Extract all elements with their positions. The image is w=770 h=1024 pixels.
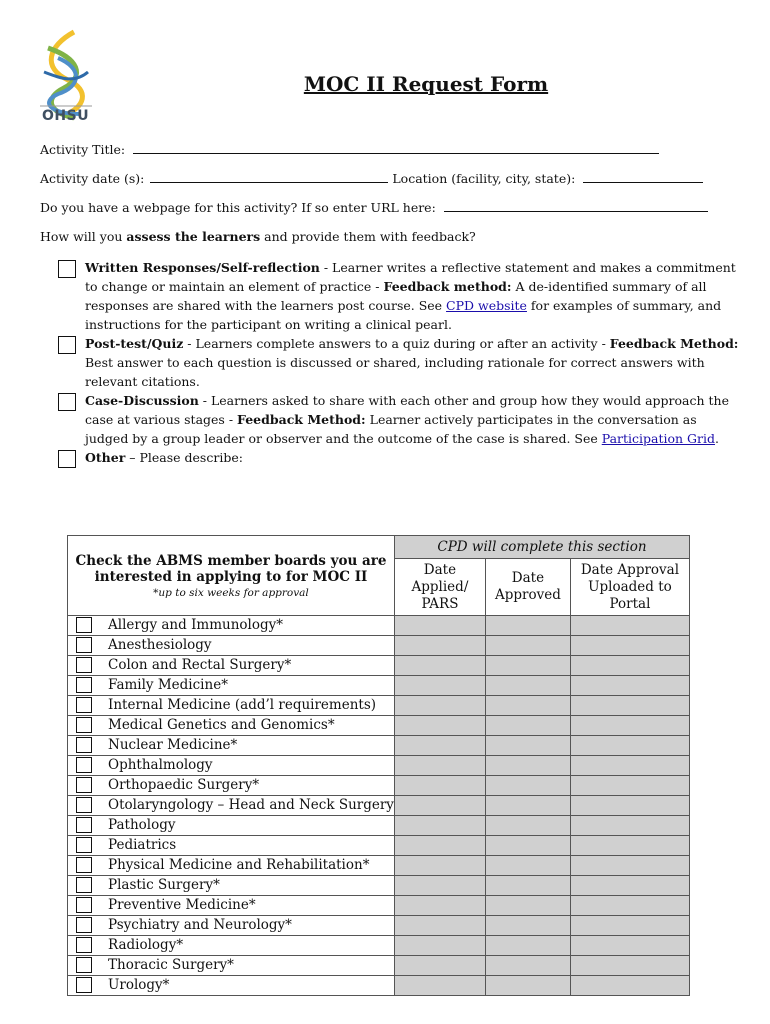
board-label: Urology*	[108, 977, 170, 993]
board-row	[68, 736, 690, 756]
board-checkbox[interactable]	[76, 897, 92, 913]
activity-date-field[interactable]	[150, 171, 388, 183]
board-name-cell	[68, 716, 395, 736]
date-uploaded-cell	[570, 676, 689, 696]
activity-date-label: Activity date (s):	[40, 171, 145, 186]
participation-grid-link[interactable]: Participation Grid	[601, 431, 716, 446]
date-applied-cell	[394, 976, 485, 996]
board-name-cell	[68, 656, 395, 676]
date-approved-cell	[485, 856, 570, 876]
board-name-cell	[68, 816, 395, 836]
date-approved-cell	[485, 656, 570, 676]
date-uploaded-cell	[570, 836, 689, 856]
date-applied-cell	[394, 736, 485, 756]
board-name-cell	[68, 696, 395, 716]
webpage-field[interactable]	[444, 200, 708, 212]
board-row	[68, 696, 690, 716]
location-label: Location (facility, city, state):	[392, 171, 576, 186]
board-checkbox[interactable]	[76, 917, 92, 933]
date-approved-cell	[485, 736, 570, 756]
board-checkbox[interactable]	[76, 977, 92, 993]
board-name-cell	[68, 636, 395, 656]
date-uploaded-cell	[570, 856, 689, 876]
date-uploaded-cell	[570, 756, 689, 776]
board-checkbox[interactable]	[76, 757, 92, 773]
board-row	[68, 676, 690, 696]
board-label: Thoracic Surgery*	[108, 957, 234, 973]
activity-date-row	[40, 171, 703, 186]
board-name-cell	[68, 936, 395, 956]
board-name-cell	[68, 616, 395, 636]
activity-title-field[interactable]	[133, 142, 659, 154]
date-uploaded-cell	[570, 936, 689, 956]
date-uploaded-cell	[570, 716, 689, 736]
board-checkbox[interactable]	[76, 877, 92, 893]
option-text: - Learners asked to share with each other and group how they would approach the case at various stages -	[85, 393, 730, 427]
page-title: MOC II Request Form	[303, 72, 549, 96]
other-checkbox[interactable]	[58, 450, 76, 468]
board-row	[68, 916, 690, 936]
date-approved-cell	[485, 796, 570, 816]
date-applied-cell	[394, 696, 485, 716]
date-applied-cell	[394, 916, 485, 936]
date-approved-cell	[485, 636, 570, 656]
abms-boards-table	[67, 535, 690, 996]
date-approved-cell	[485, 676, 570, 696]
date-applied-cell	[394, 816, 485, 836]
board-checkbox[interactable]	[76, 837, 92, 853]
col-date-approved: Date Approved	[485, 559, 570, 616]
col-date-uploaded: Date Approval Uploaded to Portal	[570, 559, 689, 616]
written-responses-checkbox[interactable]	[58, 260, 76, 278]
webpage-row	[40, 200, 708, 215]
option-name: Post-test/Quiz	[85, 336, 184, 351]
board-label: Medical Genetics and Genomics*	[108, 717, 335, 733]
date-applied-cell	[394, 616, 485, 636]
board-row	[68, 776, 690, 796]
board-row	[68, 856, 690, 876]
date-approved-cell	[485, 916, 570, 936]
date-uploaded-cell	[570, 696, 689, 716]
date-uploaded-cell	[570, 916, 689, 936]
option-text: - Learners complete answers to a quiz during or after an activity -	[183, 336, 610, 351]
date-applied-cell	[394, 636, 485, 656]
board-label: Pediatrics	[108, 837, 177, 853]
option-text: Learner actively participates in the conversation as judged by a group leader or observer and the outcome of the case is shared. See	[85, 412, 697, 446]
board-checkbox[interactable]	[76, 857, 92, 873]
date-approved-cell	[485, 776, 570, 796]
board-name-cell	[68, 756, 395, 776]
assess-question	[40, 229, 476, 244]
date-applied-cell	[394, 896, 485, 916]
option-text: - Learner writes a reflective statement and makes a commitment to change or maintain an element of practice -	[85, 260, 736, 294]
date-applied-cell	[394, 956, 485, 976]
date-applied-cell	[394, 836, 485, 856]
board-name-cell	[68, 736, 395, 756]
assess-question-post: and provide them with feedback?	[260, 229, 476, 244]
date-uploaded-cell	[570, 816, 689, 836]
board-name-cell	[68, 676, 395, 696]
cpd-website-link[interactable]: CPD website	[446, 298, 527, 313]
logo-text: OHSU	[42, 108, 90, 124]
option-name: Other	[85, 450, 126, 465]
option-text: Best answer to each question is discussed or shared, including rationale for correct answers with relevant citations.	[85, 355, 705, 389]
option-name: Written Responses/Self-reflection	[85, 260, 320, 275]
webpage-label: Do you have a webpage for this activity? If so enter URL here:	[40, 200, 436, 215]
boards-header-title: Check the ABMS member boards you are interested in applying to for MOC II	[75, 552, 387, 585]
board-checkbox[interactable]	[76, 637, 92, 653]
board-label: Nuclear Medicine*	[108, 737, 238, 753]
date-uploaded-cell	[570, 736, 689, 756]
board-label: Radiology*	[108, 937, 184, 953]
option-text: A de-identified summary of all responses are shared with the learners post course. See	[85, 279, 707, 313]
date-approved-cell	[485, 616, 570, 636]
option-text: for examples of summary, and instructions for the participant on writing a clinical pearl.	[85, 298, 722, 332]
board-checkbox[interactable]	[76, 737, 92, 753]
feedback-label: Feedback Method:	[609, 336, 739, 351]
date-uploaded-cell	[570, 796, 689, 816]
boards-header	[68, 536, 395, 616]
board-checkbox[interactable]	[76, 717, 92, 733]
date-applied-cell	[394, 676, 485, 696]
date-approved-cell	[485, 816, 570, 836]
date-applied-cell	[394, 756, 485, 776]
board-label: Otolaryngology – Head and Neck Surgery	[108, 797, 394, 813]
board-checkbox[interactable]	[76, 617, 92, 633]
assess-question-bold: assess the learners	[126, 229, 261, 244]
board-label: Anesthesiology	[108, 637, 212, 653]
date-uploaded-cell	[570, 976, 689, 996]
feedback-label: Feedback method:	[383, 279, 512, 294]
option-written-responses	[58, 258, 742, 334]
board-checkbox[interactable]	[76, 957, 92, 973]
board-label: Plastic Surgery*	[108, 877, 220, 893]
board-label: Physical Medicine and Rehabilitation*	[108, 857, 370, 873]
date-approved-cell	[485, 896, 570, 916]
board-name-cell	[68, 836, 395, 856]
board-label: Preventive Medicine*	[108, 897, 256, 913]
board-name-cell	[68, 856, 395, 876]
date-applied-cell	[394, 936, 485, 956]
board-row	[68, 756, 690, 776]
board-row	[68, 636, 690, 656]
board-checkbox[interactable]	[76, 657, 92, 673]
date-approved-cell	[485, 976, 570, 996]
board-row	[68, 876, 690, 896]
board-name-cell	[68, 896, 395, 916]
board-row	[68, 976, 690, 996]
date-uploaded-cell	[570, 656, 689, 676]
date-uploaded-cell	[570, 616, 689, 636]
board-row	[68, 656, 690, 676]
feedback-label: Feedback Method:	[237, 412, 366, 427]
date-uploaded-cell	[570, 956, 689, 976]
date-uploaded-cell	[570, 876, 689, 896]
board-row	[68, 836, 690, 856]
board-row	[68, 936, 690, 956]
date-applied-cell	[394, 876, 485, 896]
date-approved-cell	[485, 696, 570, 716]
board-checkbox[interactable]	[76, 677, 92, 693]
board-row	[68, 616, 690, 636]
board-name-cell	[68, 976, 395, 996]
board-label: Psychiatry and Neurology*	[108, 917, 292, 933]
date-approved-cell	[485, 756, 570, 776]
board-checkbox[interactable]	[76, 937, 92, 953]
col-date-applied: Date Applied/ PARS	[394, 559, 485, 616]
date-applied-cell	[394, 856, 485, 876]
board-checkbox[interactable]	[76, 697, 92, 713]
board-row	[68, 956, 690, 976]
board-label: Colon and Rectal Surgery*	[108, 657, 292, 673]
cpd-section-header: CPD will complete this section	[394, 536, 689, 559]
case-discussion-checkbox[interactable]	[58, 393, 76, 411]
option-post-test	[58, 334, 742, 391]
board-checkbox[interactable]	[76, 817, 92, 833]
date-applied-cell	[394, 656, 485, 676]
date-applied-cell	[394, 796, 485, 816]
board-label: Ophthalmology	[108, 757, 213, 773]
option-case-discussion	[58, 391, 742, 448]
board-label: Orthopaedic Surgery*	[108, 777, 260, 793]
option-text: – Please describe:	[125, 450, 243, 465]
date-approved-cell	[485, 716, 570, 736]
activity-title-row	[40, 142, 659, 157]
board-row	[68, 796, 690, 816]
date-approved-cell	[485, 876, 570, 896]
board-row	[68, 816, 690, 836]
date-applied-cell	[394, 776, 485, 796]
boards-header-note: *up to six weeks for approval	[153, 586, 309, 599]
board-row	[68, 716, 690, 736]
date-approved-cell	[485, 956, 570, 976]
post-test-checkbox[interactable]	[58, 336, 76, 354]
board-label: Pathology	[108, 817, 176, 833]
date-applied-cell	[394, 716, 485, 736]
option-other	[58, 448, 742, 467]
date-uploaded-cell	[570, 776, 689, 796]
board-name-cell	[68, 876, 395, 896]
board-label: Internal Medicine (add’l requirements)	[108, 697, 377, 713]
option-text: .	[715, 431, 719, 446]
option-name: Case-Discussion	[85, 393, 199, 408]
location-field[interactable]	[583, 171, 703, 183]
activity-title-label: Activity Title:	[40, 142, 126, 157]
date-approved-cell	[485, 936, 570, 956]
board-checkbox[interactable]	[76, 777, 92, 793]
date-uploaded-cell	[570, 896, 689, 916]
board-label: Allergy and Immunology*	[108, 617, 283, 633]
board-name-cell	[68, 956, 395, 976]
board-name-cell	[68, 916, 395, 936]
board-name-cell	[68, 776, 395, 796]
date-approved-cell	[485, 836, 570, 856]
board-label: Family Medicine*	[108, 677, 228, 693]
board-rows	[68, 616, 690, 996]
board-checkbox[interactable]	[76, 797, 92, 813]
board-row	[68, 896, 690, 916]
date-uploaded-cell	[570, 636, 689, 656]
board-name-cell	[68, 796, 395, 816]
assess-question-pre: How will you	[40, 229, 127, 244]
